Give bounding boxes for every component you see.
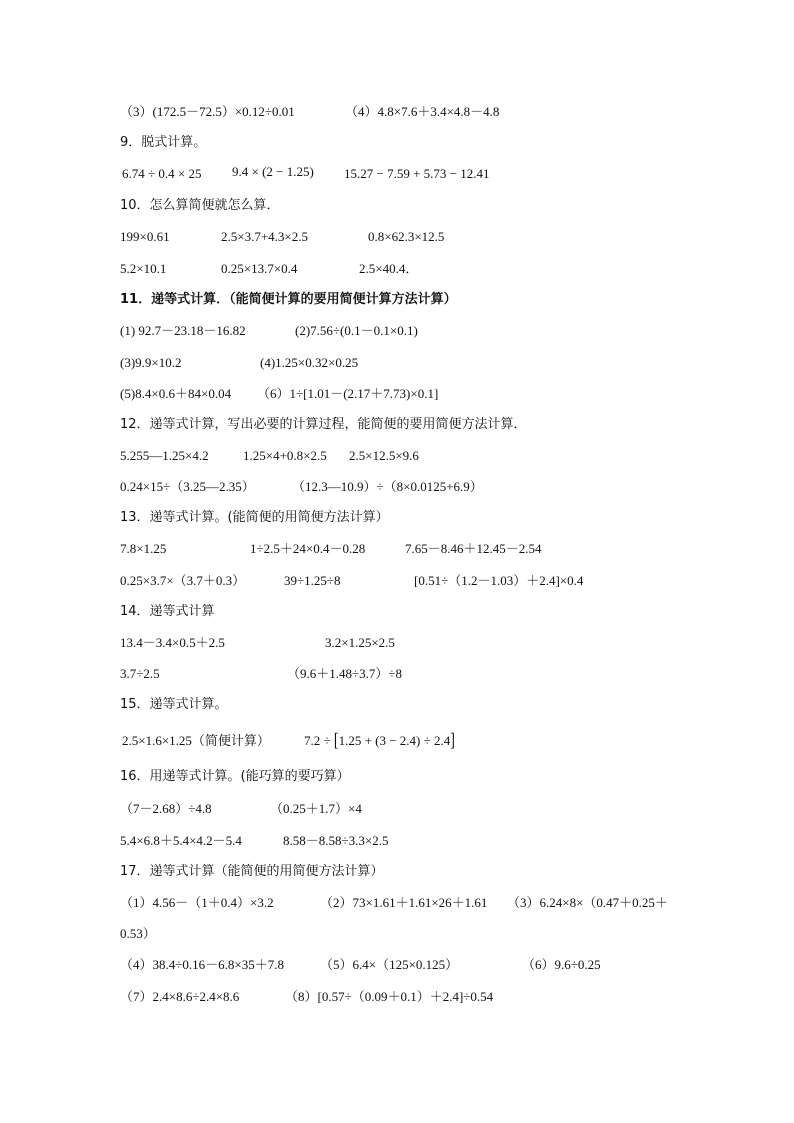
q11-item-1: (1) 92.7－23.18－16.82 [120,323,246,338]
q9-item-3: 15.27 − 7.59 + 5.73 − 12.41 [344,166,490,181]
q15-title: 15．递等式计算。 [120,697,228,712]
q10-item-6: 2.5×40.4． [359,261,419,276]
right-bracket-icon: ] [450,731,455,752]
q13-item-4: 0.25×3.7×（3.7＋0.3） [120,573,246,588]
q17-item-3-continued: 0.53） [120,926,156,941]
q15-expression-2-inner: 1.25 + (3 − 2.4) ÷ 2.4 [338,733,451,748]
q16-item-3: 5.4×6.8＋5.4×4.2－5.4 [120,833,242,848]
q11-item-3: (3)9.9×10.2 [120,355,182,370]
q8-part3: （3）(172.5－72.5）×0.12÷0.01 [120,104,295,119]
q9-item-1: 6.74 ÷ 0.4 × 25 [122,166,202,181]
q9-title: 9．脱式计算。 [120,135,207,150]
q17-item-4: （4）38.4÷0.16－6.8×35＋7.8 [120,957,284,972]
q14-title: 14．递等式计算 [120,604,215,619]
q12-item-5: （12.3—10.9）÷（8×0.0125+6.9） [292,479,483,494]
q10-item-1: 199×0.61 [120,229,170,244]
q12-item-2: 1.25×4+0.8×2.5 [243,448,327,463]
q12-item-1: 5.255—1.25×4.2 [120,448,209,463]
q10-title: 10．怎么算简便就怎么算． [120,198,280,213]
q9-item-2: 9.4 × (2 − 1.25) [232,164,314,179]
q16-title: 16．用递等式计算。(能巧算的要巧算） [120,769,350,784]
q14-item-2: 3.2×1.25×2.5 [325,635,395,650]
q10-item-2: 2.5×3.7+4.3×2.5 [221,229,308,244]
q17-item-3: （3）6.24×8×（0.47＋0.25＋ [507,895,668,910]
q14-item-4: （9.6＋1.48÷3.7）÷8 [287,666,403,681]
q15-note: （简便计算） [191,734,270,749]
q11-item-2: (2)7.56÷(0.1－0.1×0.1) [295,323,418,338]
q17-item-8: （8）[0.57÷（0.09＋0.1）＋2.4]÷0.54 [285,989,494,1004]
q13-item-3: 7.65－8.46＋12.45－2.54 [405,541,542,556]
q14-item-3: 3.7÷2.5 [120,666,160,681]
q16-item-1: （7－2.68）÷4.8 [120,801,212,816]
q17-item-1: （1）4.56－（1＋0.4）×3.2 [120,895,274,910]
q17-title: 17．递等式计算（能简便的用简便方法计算） [120,864,384,879]
q17-item-5: （5）6.4×（125×0.125） [320,957,459,972]
q13-item-1: 7.8×1.25 [120,541,167,556]
q11-item-6: （6）1÷[1.01－(2.17＋7.73)×0.1] [257,386,439,401]
q13-title: 13．递等式计算。(能简便的用简便方法计算） [120,510,389,525]
q12-item-4: 0.24×15÷（3.25—2.35） [120,479,255,494]
left-bracket-icon: [ [333,731,339,752]
q15-expression-2-prefix: 7.2 ÷ [304,733,331,748]
q10-item-4: 5.2×10.1 [120,261,167,276]
q15-item-2 [304,733,455,750]
q15-expression-1: 2.5×1.6×1.25 [122,733,192,748]
q13-item-6: [0.51÷（1.2－1.03）＋2.4]×0.4 [414,573,584,588]
q12-item-3: 2.5×12.5×9.6 [349,448,419,463]
q10-item-5: 0.25×13.7×0.4 [221,261,298,276]
q11-item-4: (4)1.25×0.32×0.25 [260,355,359,370]
q17-item-6: （6）9.6÷0.25 [522,957,601,972]
q17-item-2: （2）73×1.61＋1.61×26＋1.61 [320,895,488,910]
q15-item-1 [122,733,270,750]
q12-title: 12．递等式计算，写出必要的计算过程，能简便的要用简便方法计算． [120,417,527,432]
q8-part4: （4）4.8×7.6＋3.4×4.8－4.8 [345,104,500,119]
q13-item-5: 39÷1.25÷8 [284,573,341,588]
q11-title: 11．递等式计算．（能简便计算的要用简便计算方法计算） [120,292,457,307]
q17-item-7: （7）2.4×8.6÷2.4×8.6 [120,989,240,1004]
q16-item-2: （0.25＋1.7）×4 [270,801,362,816]
q10-item-3: 0.8×62.3×12.5 [368,229,445,244]
q16-item-4: 8.58－8.58÷3.3×2.5 [283,833,389,848]
q11-item-5: (5)8.4×0.6＋84×0.04 [120,386,232,401]
q14-item-1: 13.4－3.4×0.5＋2.5 [120,635,225,650]
q13-item-2: 1÷2.5＋24×0.4－0.28 [250,541,366,556]
